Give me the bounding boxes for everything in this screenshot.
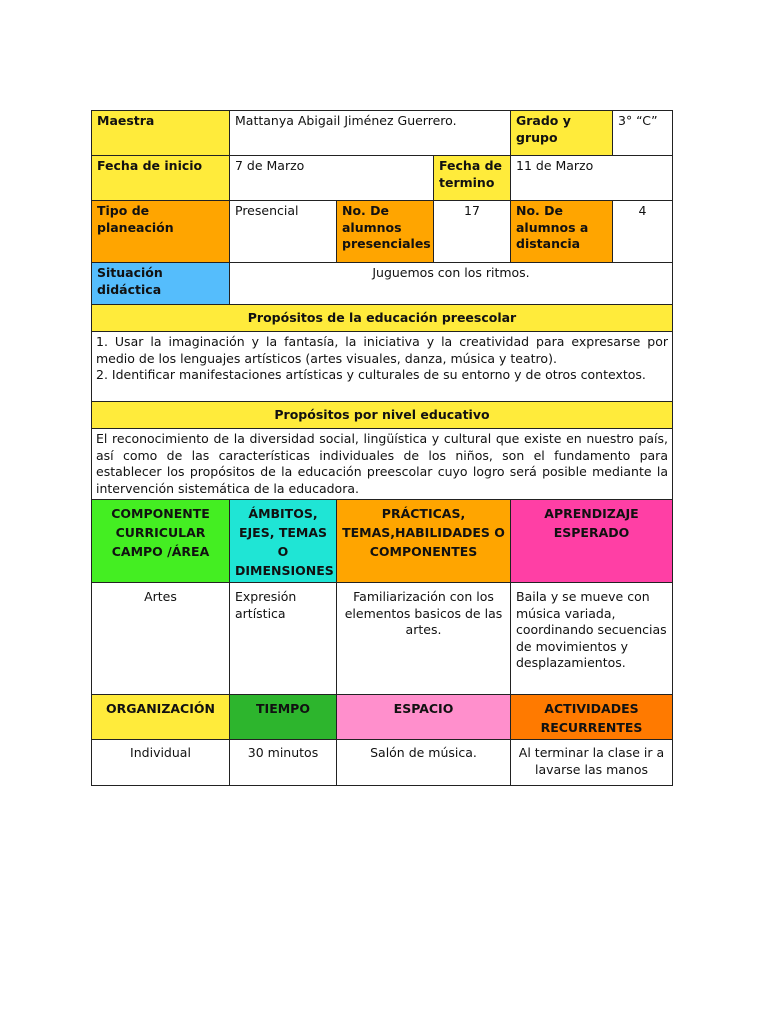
row-nivel-text — [92, 429, 673, 500]
propositos-preescolar-title: Propósitos de la educación preescolar — [92, 305, 673, 332]
fecha-inicio-label: Fecha de inicio — [92, 156, 230, 201]
propositos-nivel-title: Propósitos por nivel educativo — [92, 402, 673, 429]
header-aprendizaje: APRENDIZAJE ESPERADO — [511, 500, 673, 583]
header-ambitos: ÁMBITOS, EJES, TEMAS O DIMENSIONES — [230, 500, 337, 583]
header-componente: COMPONENTE CURRICULAR CAMPO /ÁREA — [92, 500, 230, 583]
value-aprendizaje: Baila y se mueve con música variada, coordinando secuencias de movimientos y desplazamientos. — [511, 583, 673, 695]
row-tipo — [92, 201, 673, 263]
row-curricular-values — [92, 583, 673, 695]
proposito-1: 1. Usar la imaginación y la fantasía, la iniciativa y la creatividad para expresarse por medio de los lenguajes artísticos (artes visuales, danza, música y teatro). — [96, 334, 668, 366]
grado-label: Grado y grupo — [511, 111, 613, 156]
header-practicas: PRÁCTICAS, TEMAS,HABILIDADES O COMPONENTES — [337, 500, 511, 583]
row-curricular-headers — [92, 500, 673, 583]
distancia-value: 4 — [613, 201, 673, 263]
header-tiempo: TIEMPO — [230, 695, 337, 740]
value-componente: Artes — [92, 583, 230, 695]
row-maestra — [92, 111, 673, 156]
presenciales-value: 17 — [434, 201, 511, 263]
value-actividades: Al terminar la clase ir a lavarse las manos — [511, 740, 673, 786]
distancia-label: No. De alumnos a distancia — [511, 201, 613, 263]
value-ambitos: Expresión artística — [230, 583, 337, 695]
row-fechas — [92, 156, 673, 201]
fecha-termino-value: 11 de Marzo — [511, 156, 673, 201]
maestra-label: Maestra — [92, 111, 230, 156]
proposito-2: 2. Identificar manifestaciones artísticas y culturales de su entorno y de otros contextos. — [96, 367, 646, 382]
value-organizacion: Individual — [92, 740, 230, 786]
value-espacio: Salón de música. — [337, 740, 511, 786]
row-organizacion-values — [92, 740, 673, 786]
row-nivel-title — [92, 402, 673, 429]
tipo-label: Tipo de planeación — [92, 201, 230, 263]
row-organizacion-headers — [92, 695, 673, 740]
propositos-preescolar-text — [92, 332, 673, 402]
header-actividades: ACTIVIDADES RECURRENTES — [511, 695, 673, 740]
maestra-value: Mattanya Abigail Jiménez Guerrero. — [230, 111, 511, 156]
tipo-value: Presencial — [230, 201, 337, 263]
fecha-inicio-value: 7 de Marzo — [230, 156, 434, 201]
header-espacio: ESPACIO — [337, 695, 511, 740]
situacion-value: Juguemos con los ritmos. — [230, 263, 673, 305]
presenciales-label: No. De alumnos presenciales — [337, 201, 434, 263]
row-propositos-title — [92, 305, 673, 332]
fecha-termino-label: Fecha de termino — [434, 156, 511, 201]
grado-value: 3° “C” — [613, 111, 673, 156]
situacion-label: Situación didáctica — [92, 263, 230, 305]
row-propositos-text — [92, 332, 673, 402]
value-tiempo: 30 minutos — [230, 740, 337, 786]
propositos-nivel-text: El reconocimiento de la diversidad social, lingüística y cultural que existe en nuestro país, así como de las características individuales de los niños, son el fundamento para establecer los propósitos de la educación preescolar cuyo logro será posible mediante la intervención sistemática de la educadora. — [92, 429, 673, 500]
value-practicas: Familiarización con los elementos basicos de las artes. — [337, 583, 511, 695]
row-situacion — [92, 263, 673, 305]
header-organizacion: ORGANIZACIÓN — [92, 695, 230, 740]
planning-table — [91, 110, 673, 786]
